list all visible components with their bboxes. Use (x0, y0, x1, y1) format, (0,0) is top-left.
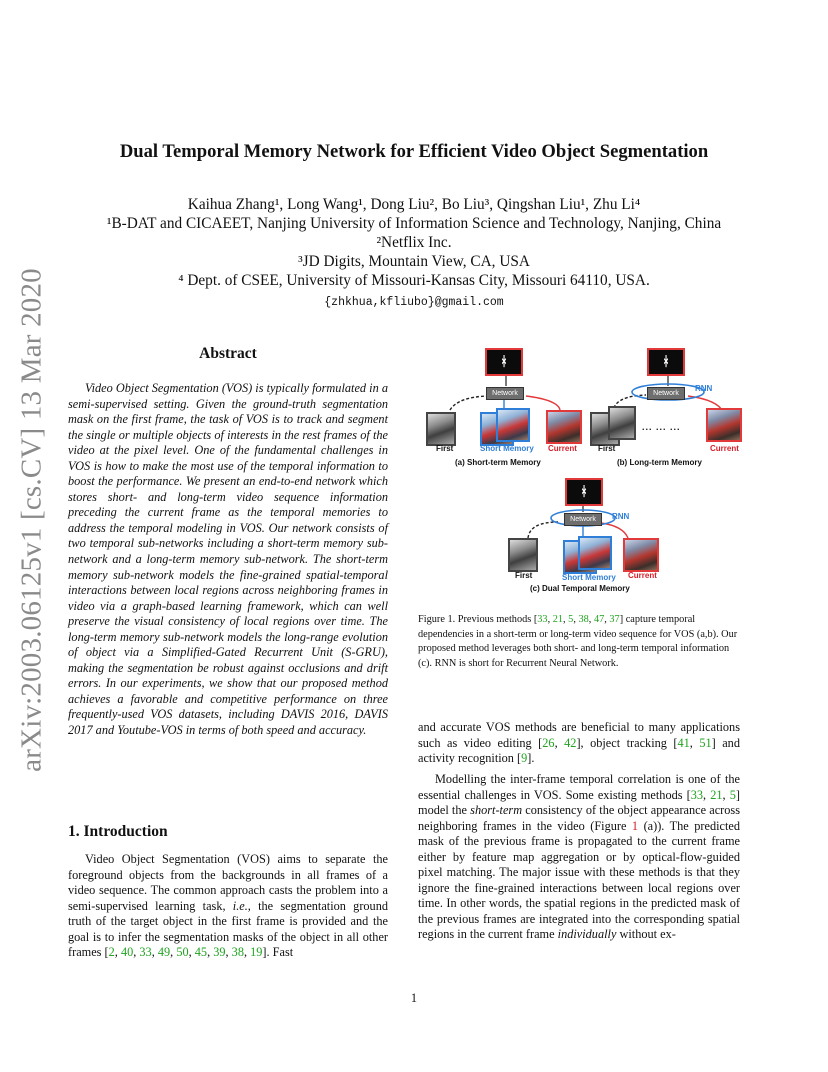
citation-link[interactable]: 33 (690, 787, 704, 802)
affiliation-3: ³JD Digits, Mountain View, CA, USA (298, 253, 530, 270)
citation-link[interactable]: 5 (568, 614, 574, 625)
first-frame-thumbnail (508, 538, 538, 572)
subcaption-b: (b) Long-term Memory (617, 458, 702, 467)
intro-paragraph-continued: and accurate VOS methods are beneficial to many applications such as video editing [26, 42], object tracking [41, 51] and activity recognition [9]. (418, 720, 740, 766)
first-label: First (515, 571, 533, 580)
arxiv-stamp-text: arXiv:2003.06125v1 [cs.CV] 13 Mar 2020 (15, 268, 48, 772)
current-frame-thumbnail (706, 408, 742, 442)
mask-output-image: ᚼ (565, 478, 603, 506)
short-memory-label: Short Memory (480, 444, 534, 453)
citation-link[interactable]: 21 (710, 787, 723, 802)
citation-link[interactable]: 39 (213, 945, 226, 960)
rnn-label: RNN (612, 512, 630, 521)
network-block: Network (647, 387, 685, 400)
citation-link[interactable]: 19 (250, 945, 263, 960)
citation-link[interactable]: 33 (537, 614, 548, 625)
contact-email[interactable]: {zhkhua,kfliubo}@gmail.com (324, 296, 504, 309)
abstract-heading: Abstract (199, 345, 257, 362)
citation-link[interactable]: 50 (176, 945, 189, 960)
short-memory-frame-thumbnail (496, 408, 530, 442)
first-label: First (436, 444, 454, 453)
citation-link[interactable]: 5 (729, 787, 736, 802)
history-frame-thumbnail (608, 406, 636, 440)
arxiv-side-stamp (12, 268, 52, 772)
citation-link[interactable]: 9 (521, 751, 528, 766)
frames-ellipsis: ... ... ... (642, 422, 681, 432)
citation-link[interactable]: 51 (699, 735, 712, 750)
citation-link[interactable]: 26 (542, 735, 555, 750)
figure-1 (418, 342, 740, 582)
current-label: Current (628, 571, 657, 580)
citation-link[interactable]: 37 (609, 614, 620, 625)
network-block: Network (486, 387, 524, 400)
introduction-heading: 1. Introduction (68, 823, 168, 840)
paper-title: Dual Temporal Memory Network for Efficient Video Object Segmentation (119, 141, 709, 162)
intro-paragraph-1: Video Object Segmentation (VOS) aims to separate the foreground objects from the backgrounds in all frames of a video sequence. The common approach casts the problem into a semi-supervised learning task, i.e., the segmentation ground truth of the target object in the first frame is provided and the goal is to infer the segmentation masks of the object in all other frames [2, 40, 33, 49, 50, 45, 39, 38, 19]. Fast (68, 852, 389, 960)
page-number: 1 (410, 991, 418, 1005)
rnn-label: RNN (695, 384, 713, 393)
short-memory-label: Short Memory (562, 573, 616, 582)
mask-output-image: ᚼ (647, 348, 685, 376)
subcaption-c: (c) Dual Temporal Memory (530, 584, 630, 593)
first-label: First (598, 444, 616, 453)
intro-paragraph-2: Modelling the inter-frame temporal correlation is one of the essential challenges in VOS. Some existing methods [33, 21, 5] model the short-term consistency of the object appearance across neighboring frames in the video (Figure 1 (a)). The predicted mask of the previous frame is propagated to the current frame either by feature map aggregation or by optical-flow-guided pixel matching. The major issue with these methods is that they ignore the fine-grained interactions between local regions over time. In other words, the spatial regions in the predicted mask of the previous frames are integrated into the corresponding spatial regions in the current frame individually without ex- (418, 772, 741, 942)
citation-link[interactable]: 21 (552, 614, 564, 625)
figure-1-caption: Figure 1. Previous methods [33, 21, 5, 38, 47, 37] capture temporal dependencies in a short-term or long-term video sequence for VOS (a,b). Our proposed method leverages both short- and long-term temporal information (c). RNN is short for Recurrent Neural Network. (418, 614, 738, 669)
current-label: Current (710, 444, 739, 453)
first-frame-thumbnail (426, 412, 456, 446)
mask-output-image: ᚼ (485, 348, 523, 376)
citation-link[interactable]: 33 (139, 945, 152, 960)
subcaption-a: (a) Short-term Memory (455, 458, 541, 467)
network-block: Network (564, 513, 602, 526)
citation-link[interactable]: 41 (677, 735, 690, 750)
affiliation-1: ¹B-DAT and CICAEET, Nanjing University of Information Science and Technology, Nanjing, China (106, 215, 722, 232)
citation-link[interactable]: 42 (564, 735, 577, 750)
citation-link[interactable]: 2 (108, 945, 115, 960)
abstract-body (68, 381, 388, 739)
citation-link[interactable]: 38 (231, 945, 244, 960)
current-label: Current (548, 444, 577, 453)
citation-link[interactable]: 40 (120, 945, 134, 960)
citation-link[interactable]: 47 (593, 614, 605, 625)
citation-link[interactable]: 38 (578, 614, 589, 625)
current-frame-thumbnail (546, 410, 582, 444)
affiliation-4: ⁴ Dept. of CSEE, University of Missouri-Kansas City, Missouri 64110, USA. (178, 272, 650, 289)
short-memory-frame-thumbnail (578, 536, 612, 570)
current-frame-thumbnail (623, 538, 659, 572)
citation-link[interactable]: 45 (194, 945, 208, 960)
abstract-text: Video Object Segmentation (VOS) is typically formulated in a semi-supervised setting. Given the ground-truth segmentation mask on the first frame, the task of VOS is to track and segment the single or multiple objects of interests in the rest frames of the video at the pixel level. One of the fundamental challenges in VOS is how to make the most use of the temporal information to boost the performance. We present an end-to-end network which stores short- and long-term video sequence information preceding the current frame as the temporal memories to address the temporal modeling in VOS. Our network consists of two temporal sub-networks including a short-term memory sub-network and a long-term memory sub-network. The short-term memory sub-network models the fine-grained spatial-temporal interactions between local regions across neighboring frames in video via a graph-based learning framework, which can well preserve the visual consistency of local regions over time. The long-term memory sub-network models the long-range evolution of object via a Simplified-Gated Recurrent Unit (S-GRU), making the segmentation be robust against occlusions and drift errors. In our experiments, we show that our proposed method achieves a favorable and competitive performance on three frequently-used VOS datasets, including DAVIS 2016, DAVIS 2017 and Youtube-VOS in terms of both speed and accuracy. (68, 381, 388, 738)
figure-reference-link[interactable]: 1 (631, 818, 639, 833)
author-list: Kaihua Zhang¹, Long Wang¹, Dong Liu², Bo Liu³, Qingshan Liu¹, Zhu Li⁴ (187, 196, 641, 213)
citation-link[interactable]: 49 (157, 945, 171, 960)
affiliation-2: ²Netflix Inc. (376, 234, 452, 251)
